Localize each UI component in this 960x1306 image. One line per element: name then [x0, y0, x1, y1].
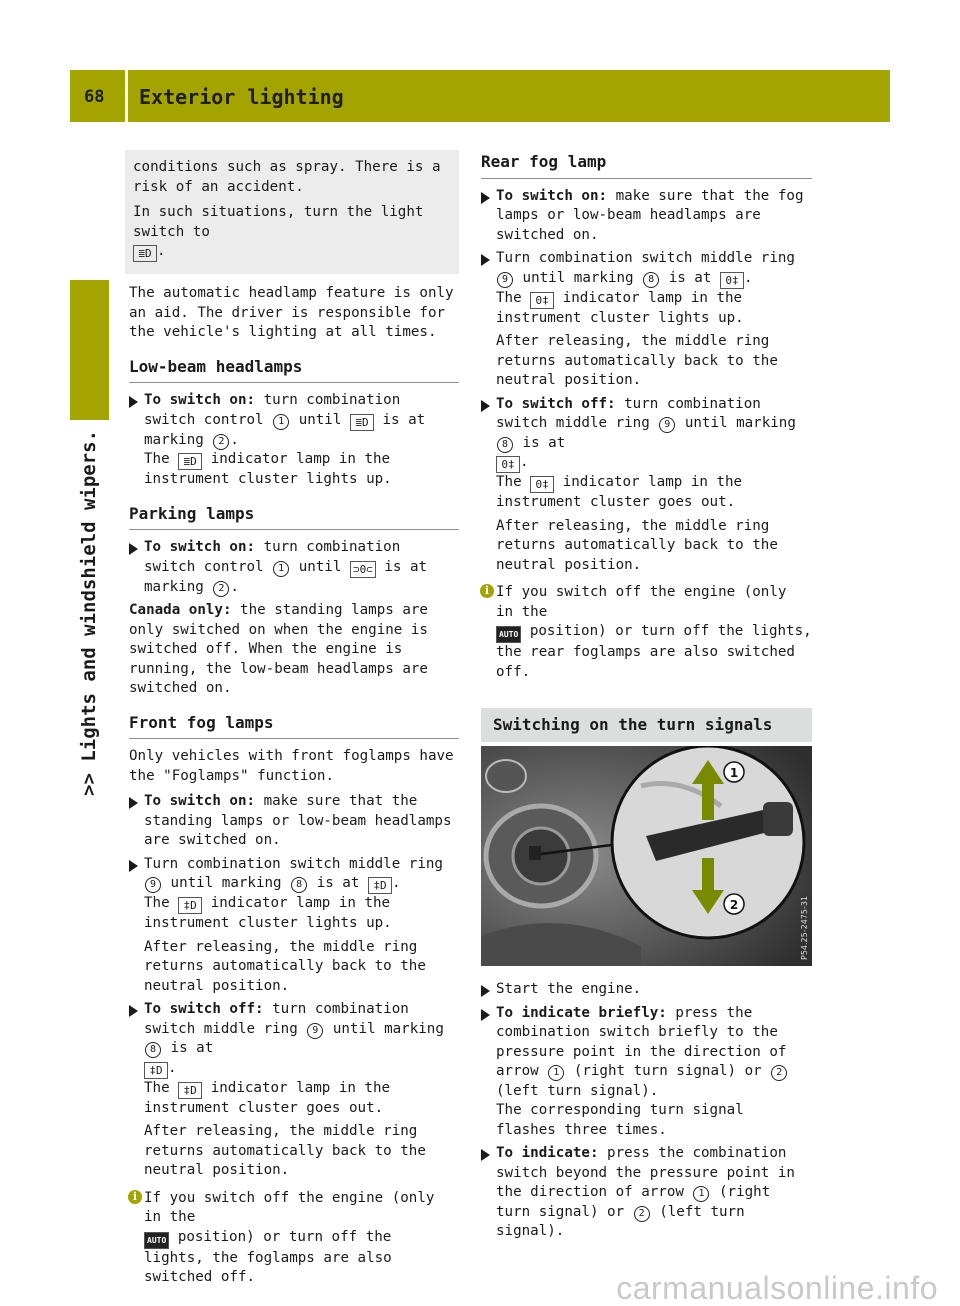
- low-beam-step: [129, 391, 459, 490]
- step-arrow-icon: [481, 1009, 490, 1021]
- info-icon: i: [480, 584, 494, 598]
- step-text: (right turn signal) or: [573, 1063, 762, 1079]
- auto-icon: AUTO: [144, 1232, 169, 1249]
- rear-fog-icon: 0‡: [720, 272, 744, 289]
- parking-lamp-icon: ⊃0⊂: [350, 561, 376, 578]
- rear-fog-step-off: [481, 395, 812, 576]
- step-text: Turn combination switch middle ring: [496, 250, 795, 266]
- step-arrow-icon: [481, 254, 490, 266]
- left-column: [129, 150, 459, 1294]
- marker-8: 8: [497, 437, 513, 453]
- rear-fog-after2: After releasing, the middle ring returns automatically back to the neutral position.: [496, 517, 778, 573]
- step-arrow-icon: [481, 1149, 490, 1161]
- step-label: To switch on:: [144, 392, 256, 408]
- marker-8: 8: [145, 1042, 161, 1058]
- step-text: (left turn signal).: [496, 1082, 659, 1099]
- front-fog-heading: Front fog lamps: [129, 713, 459, 740]
- marker-9: 9: [659, 417, 675, 433]
- header-divider: [125, 70, 128, 122]
- canada-body: the standing lamps are only switched on when the engine is switched off. When the engine is running, the low-beam headlamps are switched on.: [129, 602, 428, 696]
- step-arrow-icon: [481, 400, 490, 412]
- step-text: make sure that the fog lamps or low-beam headlamps are switched on.: [496, 187, 804, 243]
- step-text: indicator lamp in the instrument cluster lights up.: [144, 451, 392, 487]
- warning-text-1: conditions such as spray. There is a risk of an accident.: [133, 159, 441, 195]
- rear-fog-on-text: [496, 187, 812, 246]
- front-fog-after: After releasing, the middle ring returns automatically back to the neutral position.: [144, 938, 426, 994]
- step-text: is at marking: [144, 411, 426, 448]
- turn-brief-text: [496, 1004, 812, 1141]
- step-label: To switch on:: [496, 187, 608, 204]
- rear-fog-step-on: [481, 187, 812, 246]
- parking-step-text: To switch on: turn combination switch control 1 until ⊃0⊂ is at marking 2 .: [144, 539, 428, 595]
- info-icon: i: [128, 1190, 142, 1204]
- step-text: is at: [316, 875, 360, 891]
- step-text: The: [144, 895, 170, 911]
- rear-fog-heading: Rear fog lamp: [481, 152, 812, 179]
- step-text: is at: [668, 269, 712, 286]
- front-fog-note: [129, 1189, 459, 1288]
- rear-fog-icon: 0‡: [496, 456, 520, 473]
- low-beam-icon: ≣D: [133, 245, 157, 262]
- front-fog-step-off: [129, 1000, 459, 1181]
- note-text: If you switch off the engine (only in the: [496, 584, 787, 620]
- step-text: Turn combination switch middle ring: [144, 855, 443, 872]
- watermark: carmanualsonline.info: [616, 1269, 938, 1306]
- step-text: turn combination switch middle ring: [496, 395, 761, 431]
- front-fog-step-turn: [129, 855, 459, 997]
- front-fog-on-text: [144, 792, 459, 851]
- parking-heading: Parking lamps: [129, 504, 459, 531]
- step-text: make sure that the standing lamps or low-beam headlamps are switched on.: [144, 793, 452, 848]
- marker-1: 1: [273, 414, 289, 430]
- front-fog-icon: ‡D: [178, 1082, 202, 1099]
- marker-1: 1: [693, 1186, 709, 1202]
- step-text: until marking: [522, 269, 634, 286]
- low-beam-heading: Low-beam headlamps: [129, 357, 459, 384]
- step-text: is at marking: [144, 558, 428, 595]
- section-title: Exterior lighting: [139, 85, 344, 109]
- step-text: press the combination switch beyond the pressure point in the direction of arrow: [496, 1145, 795, 1200]
- low-beam-icon: ≣D: [178, 453, 202, 470]
- step-arrow-icon: [129, 797, 138, 809]
- step-text: turn combination switch middle ring: [144, 1001, 409, 1037]
- step-label: To indicate briefly:: [496, 1004, 667, 1021]
- step-label: To switch on:: [144, 793, 256, 809]
- canada-text: [129, 601, 459, 699]
- note-text: If you switch off the engine (only in the: [144, 1189, 435, 1225]
- step-text: indicator lamp in the instrument cluster lights up.: [144, 895, 392, 931]
- step-arrow-icon: [129, 543, 138, 555]
- step-text: press the combination switch briefly to the pressure point in the direction of arrow: [496, 1004, 787, 1079]
- marker-2: 2: [634, 1206, 650, 1222]
- turn-signal-illustration: [481, 746, 812, 966]
- front-fog-off-text: To switch off: turn combination switch middle ring 9 until marking 8 is at ‡D . The ‡D indicator lamp in the instrument cluster goes out.: [144, 1001, 444, 1116]
- warning-text-2: In such situations, turn the light switch to ≣D .: [133, 204, 424, 260]
- marker-8: 8: [643, 272, 659, 288]
- front-fog-intro: Only vehicles with front foglamps have the "Foglamps" function.: [129, 748, 454, 784]
- right-column: [481, 150, 812, 1246]
- step-text: until marking: [332, 1020, 444, 1037]
- step-text: until: [298, 411, 342, 428]
- low-beam-icon: ≣D: [350, 414, 374, 431]
- rear-fog-turn-text: Turn combination switch middle ring 9 until marking 8 is at 0‡ . The 0‡ indicator lamp in the instrument cluster lights up.: [496, 250, 795, 326]
- step-arrow-icon: [129, 1005, 138, 1017]
- warning-text-2-body: In such situations, turn the light switch to: [133, 204, 424, 240]
- marker-2: 2: [771, 1065, 787, 1081]
- step-text: is at: [170, 1040, 214, 1056]
- step-arrow-icon: [129, 860, 138, 872]
- step-label: To switch on:: [144, 539, 256, 555]
- step-label: To indicate:: [496, 1145, 599, 1161]
- front-fog-icon: ‡D: [178, 897, 202, 914]
- turn-signal-figure: [481, 746, 812, 966]
- rear-fog-note-text: [496, 583, 812, 682]
- rear-fog-step-turn: [481, 249, 812, 391]
- step-text: The: [144, 1079, 170, 1096]
- front-fog-turn-text: Turn combination switch middle ring 9 until marking 8 is at ‡D . The ‡D indicator lamp in the instrument cluster lights up.: [144, 855, 443, 931]
- low-beam-step-text: To switch on: turn combination switch control 1 until ≣D is at marking 2 . The ≣D indicator lamp in the instrument cluster lights up.: [144, 392, 426, 487]
- step-text: until: [298, 558, 342, 575]
- rear-fog-icon: 0‡: [530, 476, 554, 493]
- front-fog-note-text: [144, 1189, 459, 1288]
- step-text: (right turn signal) or: [496, 1184, 771, 1220]
- side-chapter-label: >> Lights and windshield wipers.: [78, 430, 100, 797]
- marker-2: 2: [213, 434, 229, 450]
- turn-step-indicate: [481, 1144, 812, 1242]
- rear-fog-after: After releasing, the middle ring returns automatically back to the neutral position.: [496, 333, 778, 388]
- auto-icon: AUTO: [496, 626, 521, 643]
- step-text: The corresponding turn signal flashes three times.: [496, 1102, 744, 1138]
- turn-step-start: [481, 980, 812, 1000]
- step-text: (left turn signal).: [496, 1203, 745, 1239]
- marker-1: 1: [548, 1065, 564, 1081]
- step-text: turn combination switch control: [144, 392, 401, 428]
- rear-fog-off-text: To switch off: turn combination switch middle ring 9 until marking 8 is at 0‡ . The 0‡ indicator lamp in the instrument cluster goes out.: [496, 395, 796, 510]
- marker-9: 9: [307, 1023, 323, 1039]
- step-text: is at: [522, 434, 566, 451]
- svg-text:2: 2: [729, 898, 739, 912]
- turn-step-start-text: Start the engine.: [496, 981, 642, 997]
- step-text: turn combination switch control: [144, 539, 401, 575]
- auto-feature-text: The automatic headlamp feature is only an aid. The driver is responsible for the vehicle's lighting at all times.: [129, 285, 454, 340]
- front-fog-step-on: [129, 792, 459, 851]
- step-text: indicator lamp in the instrument cluster goes out.: [496, 474, 743, 510]
- warning-box: [125, 150, 459, 274]
- front-fog-icon: ‡D: [368, 877, 392, 894]
- canada-label: Canada only:: [129, 602, 232, 618]
- figure-code-label: P54.25-2475-31: [800, 895, 809, 960]
- front-fog-icon: ‡D: [144, 1062, 168, 1079]
- note-text: position) or turn off the lights, the foglamps are also switched off.: [144, 1228, 392, 1285]
- step-arrow-icon: [481, 192, 490, 204]
- step-text: The: [496, 474, 522, 490]
- rear-fog-icon: 0‡: [530, 292, 554, 309]
- front-fog-after2: After releasing, the middle ring returns automatically back to the neutral position.: [144, 1123, 426, 1178]
- marker-2: 2: [213, 581, 229, 597]
- step-text: The: [496, 289, 522, 306]
- turn-indicate-text: [496, 1144, 812, 1242]
- marker-1: 1: [273, 561, 289, 577]
- step-text: until marking: [684, 415, 796, 431]
- turn-step-brief: [481, 1004, 812, 1141]
- step-arrow-icon: [129, 396, 138, 408]
- marker-8: 8: [291, 877, 307, 893]
- step-text: The: [144, 451, 170, 467]
- side-tab: [70, 280, 109, 420]
- svg-text:1: 1: [729, 766, 739, 780]
- step-text: until marking: [170, 875, 282, 891]
- parking-step: [129, 538, 459, 597]
- marker-9: 9: [145, 877, 161, 893]
- rear-fog-note: [481, 583, 812, 682]
- step-label: To switch off:: [144, 1001, 264, 1017]
- step-text: indicator lamp in the instrument cluster lights up.: [496, 289, 744, 326]
- turn-signals-heading: Switching on the turn signals: [481, 708, 812, 742]
- note-text: position) or turn off the lights, the rear foglamps are also switched off.: [496, 623, 812, 680]
- step-label: To switch off:: [496, 395, 616, 412]
- step-arrow-icon: [481, 985, 490, 997]
- marker-9: 9: [497, 272, 513, 288]
- page-number: 68: [84, 87, 105, 107]
- step-text: indicator lamp in the instrument cluster goes out.: [144, 1079, 391, 1116]
